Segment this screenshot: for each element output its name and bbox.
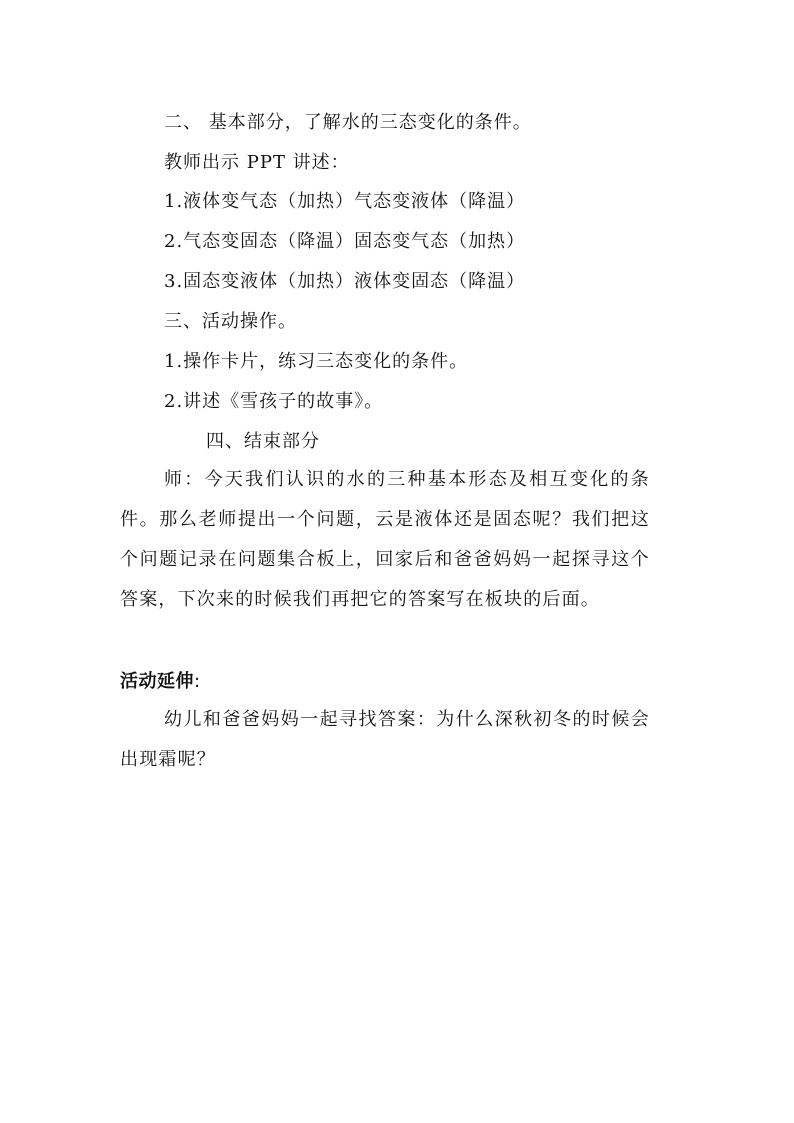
extension-heading [120,671,201,693]
section2-heading: 二、 基本部分，了解水的三态变化的条件。 [164,112,532,133]
section3-item-2: 2.讲述《雪孩子的故事》。 [164,391,384,412]
section2-item-3: 3.固态变液体（加热）液体变固态（降温） [164,271,526,292]
extension-heading-text: 活动延伸 [120,671,194,692]
section2-item-2: 2.气态变固态（降温）固态变气态（加热） [164,231,526,252]
extension-paragraph: 幼儿和爸爸妈妈一起寻找答案：为什么深秋初冬的时候会出现霜呢？ [120,709,650,770]
extension-heading-colon: : [194,671,201,692]
section2-intro: 教师出示 PPT 讲述： [164,152,350,173]
section3-item-1: 1.操作卡片，练习三态变化的条件。 [164,351,469,372]
section4-heading: 四、结束部分 [206,431,320,452]
section4-paragraph: 师：今天我们认识的水的三种基本形态及相互变化的条件。那么老师提出一个问题，云是液体还是固态呢？我们把这个问题记录在问题集合板上，回家后和爸爸妈妈一起探寻这个答案，下次来的时候我们再把它的答案写在板块的后面。 [120,469,650,610]
section2-item-1: 1.液体变气态（加热）气态变液体（降温） [164,191,526,212]
section3-heading: 三、活动操作。 [164,311,297,332]
